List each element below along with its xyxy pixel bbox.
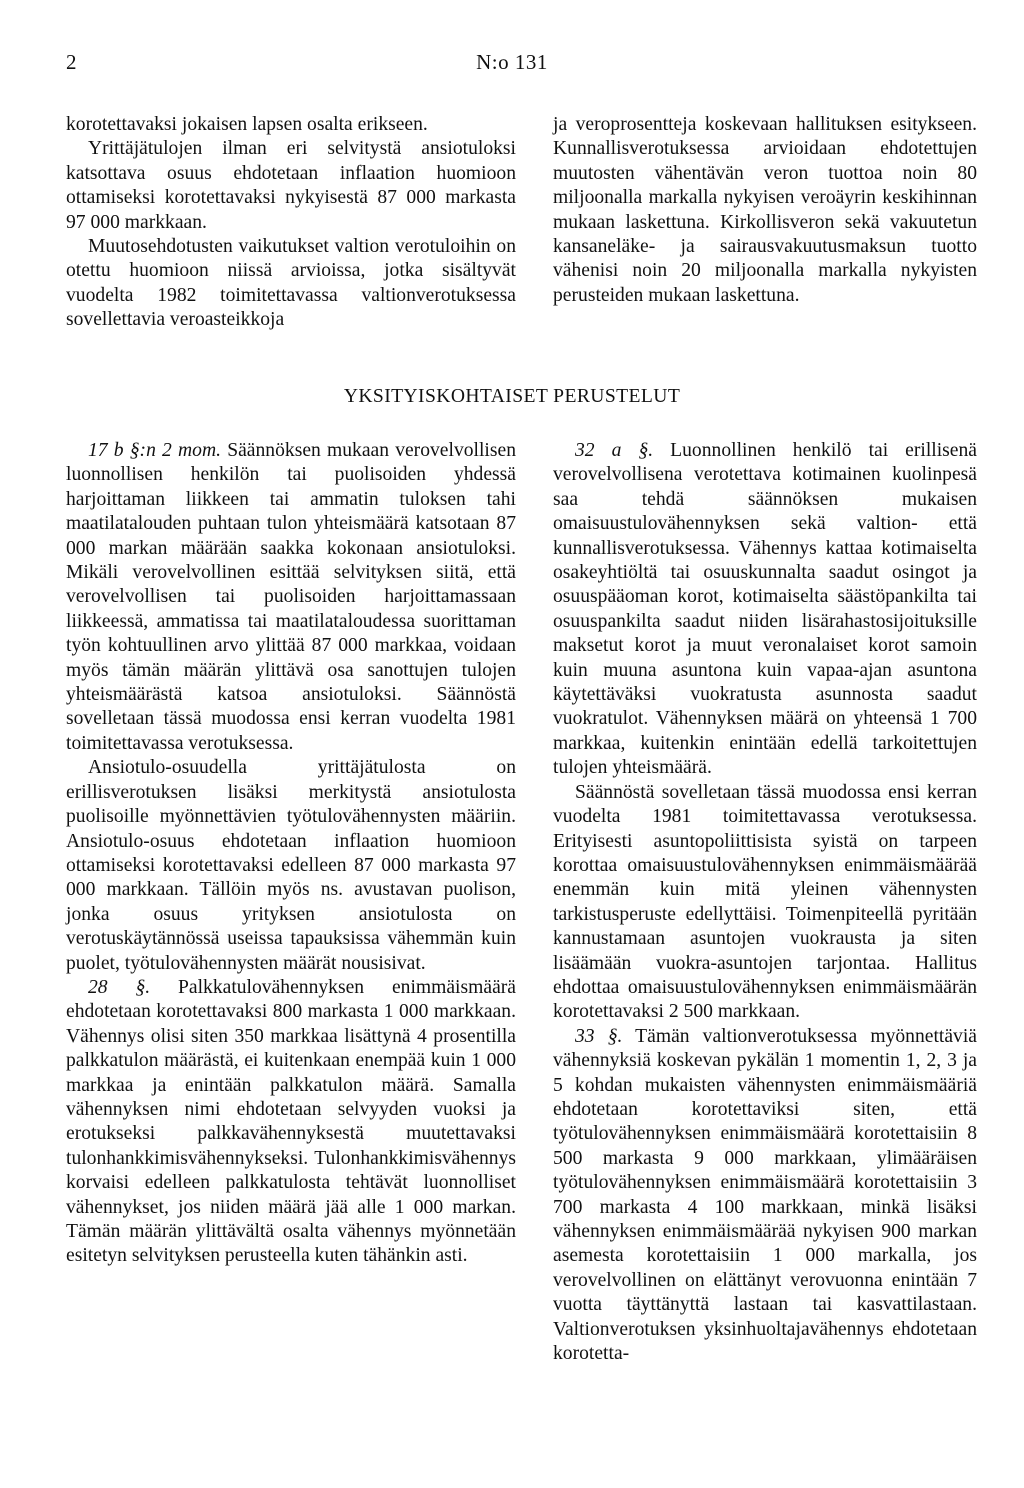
paragraph-text: Tämän valtionverotuksessa myönnettäviä vähennyksiä koskevan pykälän 1 momentin 1, 2, 3 ja 5 kohdan mukaisten vähennysten enimmäismääriä ehdotetaan korotettaviksi siten, että työtulovähennyksen enimmäismäärä korotettaisiin 8 500 markasta 9 000 markkaan, ylimääräisen työtulovähennyksen enimmäismäärä korotettaisiin 3 700 markasta 4 100 markkaan, minkä lisäksi vähennyksen enimmäismäärää nykyisen 900 markan asemesta korotettaisiin 1 000 markalla, jos verovelvollinen on elättänyt verovuonna enintään 7 vuotta täyttänyttä lastaan tai kasvattilastaan. Valtionverotuksen yksinhuoltajavähennys ehdotetaan korotetta- — [553, 1025, 977, 1365]
top-left-column — [66, 113, 516, 333]
paragraph: ja veroprosentteja koskevaan hallituksen esitykseen. Kunnallisverotuksessa arvioidaan ehdotettujen muutosten vähentävän veron tuottoa noin 80 miljoonalla markalla nykyisen veroäyrin keskihinnan mukaan laskettuna. Kirkollisveron sekä vakuutetun kansaneläke- ja sairausvakuutusmaksun tuotto vähenisi noin 20 miljoonalla markalla nykyisten perusteiden mukaan laskettuna. — [553, 114, 977, 306]
paragraph: Muutosehdotusten vaikutukset valtion verotuloihin on otettu huomioon niissä arvioissa, jotka sisältyvät vuodelta 1982 toimitettavassa valtionverotuksessa sovellettavia veroasteikkoja — [66, 236, 516, 331]
paragraph: Yrittäjätulojen ilman eri selvitystä ansiotuloksi katsottava osuus ehdotetaan inflaation huomioon ottamiseksi korotettavaksi nykyisestä 87 000 markasta 97 000 markkaan. — [66, 138, 516, 233]
paragraph: korotettavaksi jokaisen lapsen osalta erikseen. — [66, 114, 428, 135]
document-number: N:o 131 — [476, 50, 548, 74]
paragraph — [66, 439, 516, 756]
paragraph — [553, 439, 977, 781]
paragraph — [66, 976, 516, 1269]
section-reference: 17 b §:n 2 mom. — [88, 440, 222, 461]
bottom-left-column — [66, 439, 516, 1269]
paragraph-text: Palkkatulovähennyksen enimmäismäärä ehdotetaan korotettavaksi 800 markasta 1 000 markkaan. Vähennys olisi siten 350 markkaa lisättynä 4 prosentilla palkkatulon määrästä, ei kuitenkaan enempää kuin 1 000 markkaa ja enintään palkkatulon määrä. Samalla vähennyksen nimi ehdotetaan selvyyden vuoksi ja erotukseksi palkkavähennyksestä muutettavaksi tulonhankkimisvähennykseksi. Tulonhankkimisvähennys korvaisi edelleen palkkatulosta tehtävät luonnolliset vähennykset, jos niiden määrä jää alle 1 000 markan. Tämän määrän ylittävältä osalta vähennys myönnetään esitetyn selvityksen perusteella kuten tähänkin asti. — [66, 976, 516, 1267]
section-heading: YKSITYISKOHTAISET PERUSTELUT — [343, 386, 681, 407]
paragraph-text: Luonnollinen henkilö tai erillisenä verovelvollisena verotettava kotimainen kuolinpesä saa tehdä säännöksen mukaisen omaisuustulovähennyksen sekä valtion- että kunnallisverotuksessa. Vähennys kattaa kotimaiselta osakeyhtiöltä tai osuuskunnalta saadut osingot ja osuuspääoman korot, kotimaiselta säästöpankilta tai osuuspankilta saadut niiden lisärahastosijoituksille maksetut korot ja muut veronalaiset korot samoin kuin muuna asuntona kuin vapaa-ajan asuntona käytettäväksi vuokratusta asunnosta saadut vuokratulot. Vähennyksen määrä on yhteensä 1 700 markkaa, kuitenkin enintään edellä tarkoitettujen tulojen yhteismäärä. — [553, 440, 977, 779]
top-right-column — [553, 113, 977, 308]
paragraph: Ansiotulo-osuudella yrittäjätulosta on erillisverotuksen lisäksi merkitystä ansiotulosta puolisoille myönnettävien työtulovähennysten määriin. Ansiotulo-osuus ehdotetaan inflaation huomioon ottamiseksi korotettavaksi edelleen 87 000 markasta 97 000 markkaan. Tällöin myös ns. avustavan puolison, jonka osuus yrityksen ansiotulosta on verotuskäytännössä useissa tapauksissa vähemmän kuin puolet, työtulovähennysten määrät nousisivat. — [66, 757, 516, 974]
section-reference: 28 §. — [88, 976, 151, 998]
page-number: 2 — [66, 50, 77, 74]
paragraph — [553, 1025, 977, 1367]
section-reference: 32 a §. — [575, 440, 654, 461]
section-reference: 33 §. — [575, 1025, 623, 1047]
paragraph-text: Säännöksen mukaan verovelvollisen luonnollisen henkilön tai puolisoiden yhdessä harjoittaman liikkeen tai ammatin tuloksen tahi maatilatalouden puhtaan tulon yhteismäärä katsotaan 87 000 markan määrään saakka kokonaan ansiotuloksi. Mikäli verovelvollinen esittää selvityksen siitä, että verovelvollisen tai puolisoiden harjoittamassaan liikkeessä, ammatissa tai maatilataloudessa suorittaman työn kohtuullinen arvo ylittää 87 000 markkaa, voidaan myös tämän määrän ylittävä osa sanottujen tulojen yhteismäärästä katsoa ansiotuloksi. Säännöstä sovelletaan tässä muodossa ensi kerran vuodelta 1981 toimitettavassa verotuksessa. — [66, 440, 516, 754]
bottom-right-column — [553, 439, 977, 1366]
paragraph: Säännöstä sovelletaan tässä muodossa ensi kerran vuodelta 1981 toimitettavassa verotuksessa. Erityisesti asuntopoliittisista syistä on tarpeen korottaa omaisuustulovähennyksen enimmäismäärää enemmän kuin mitä yleinen vähennysten tarkistusperuste edellyttäisi. Toimenpiteellä pyritään kannustamaan asuntojen vuokrausta ja siten lisäämään vuokra-asuntojen tarjontaa. Hallitus ehdottaa omaisuustulovähennyksen enimmäismäärän korotettavaksi 2 500 markkaan. — [553, 781, 977, 1023]
